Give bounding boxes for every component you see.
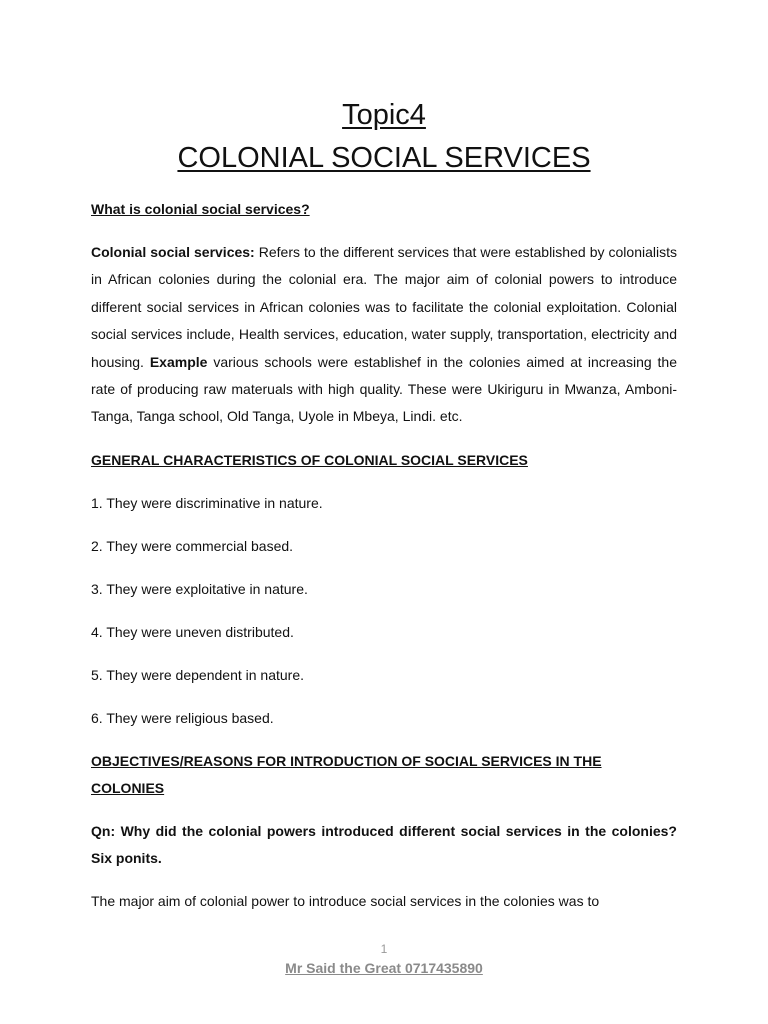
list-item: 6. They were religious based. [91,709,274,726]
definition-text-a: Refers to the different services that were established by colonialists in African colonies during the colonial era. The major aim of colonial powers to introduce different social services in African colonies was to facilitate the colonial exploitation. Colonial social services include, Health services, education, water supply, transportation, electricity and housing. [91,244,677,370]
objectives-question: Qn: Why did the colonial powers introduced different social services in the colonies? Six ponits. [91,822,677,866]
example-label: Example [149,353,208,370]
page-title: COLONIAL SOCIAL SERVICES [177,142,591,174]
page-footer [0,940,768,978]
objectives-intro: The major aim of colonial power to introduce social services in the colonies was to [91,892,600,909]
list-item: 1. They were discriminative in nature. [91,494,323,511]
author-credit: Mr Said the Great 0717435890 [285,960,483,976]
definition-text-b: various schools were establishef in the colonies aimed at increasing the rate of producing raw materuals with high quality. These were Ukiriguru in Mwanza, Amboni-Tanga, Tanga school, Old Tanga, Uyole in Mbeya, Lindi. etc. [91,353,678,425]
list-item: 2. They were commercial based. [91,537,294,554]
definition-term: Colonial social services: [91,244,255,260]
question-heading: What is colonial social services? [91,201,310,217]
page-number: 1 [380,942,388,956]
characteristics-heading: GENERAL CHARACTERISTICS OF COLONIAL SOCIAL SERVICES [91,451,528,468]
objectives-heading: OBJECTIVES/REASONS FOR INTRODUCTION OF SOCIAL SERVICES IN THE COLONIES [91,752,602,796]
list-item: 4. They were uneven distributed. [91,623,294,640]
topic-number: Topic4 [342,99,426,131]
page-content [91,94,677,915]
list-item: 5. They were dependent in nature. [91,666,305,683]
definition-paragraph [91,239,677,431]
characteristics-list [91,490,677,732]
list-item: 3. They were exploitative in nature. [91,580,308,597]
